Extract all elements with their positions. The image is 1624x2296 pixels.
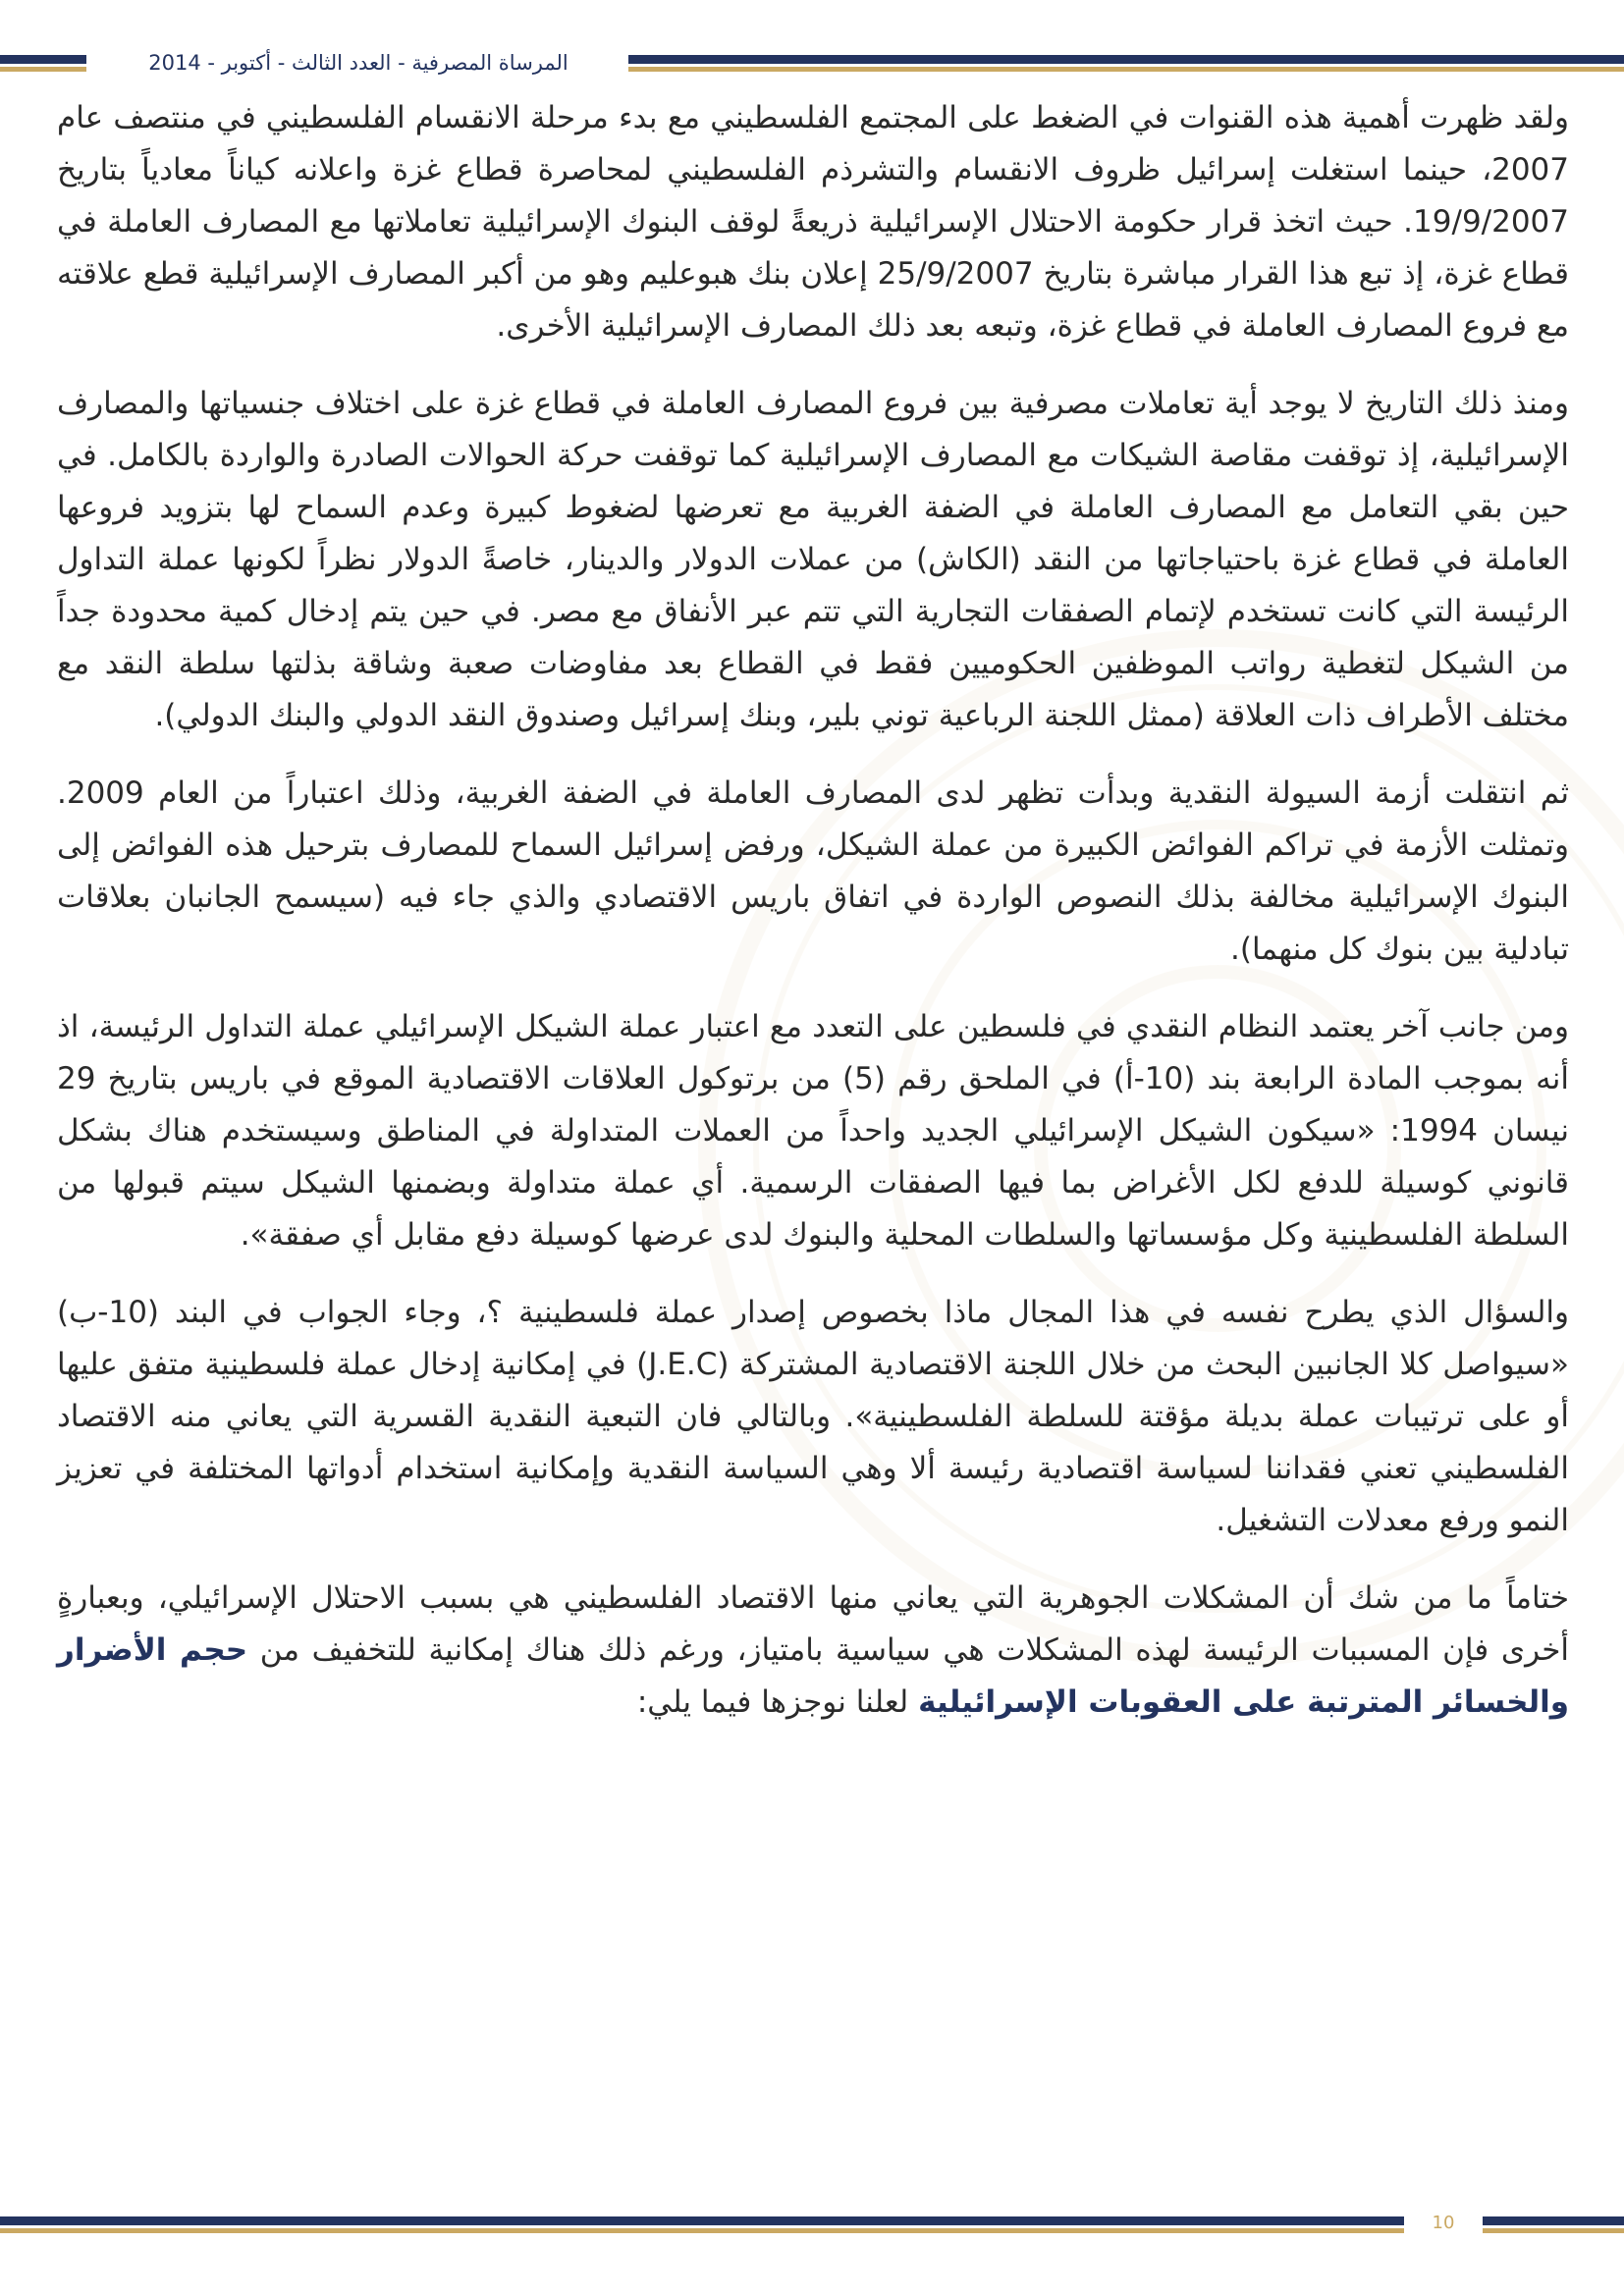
page-header [0,43,1624,82]
paragraph-4: ومن جانب آخر يعتمد النظام النقدي في فلسطين على التعدد مع اعتبار عملة الشيكل الإسرائيلي عملة التداول الرئيسة، اذ أنه بموجب المادة الرابعة بند (10-أ) في الملحق رقم (5) من برتوكول العلاقات الاقتصادية الموقع في باريس بتاريخ 29 نيسان 1994: «سيكون الشيكل الإسرائيلي الجديد واحداً من العملات المتداولة في المناطق وسيستخدم هناك بشكل قانوني كوسيلة للدفع لكل الأغراض بما فيها الصفقات الرسمية. أي عملة متداولة وبضمنها الشيكل سيتم قبولها من السلطة الفلسطينية وكل مؤسساتها والسلطات المحلية والبنوك لدى عرضها كوسيلة دفع مقابل أي صفقة». [57,1009,1570,1253]
closing-text-end: لعلنا نوجزها فيما يلي: [636,1684,919,1720]
paragraph-5: والسؤال الذي يطرح نفسه في هذا المجال ماذا بخصوص إصدار عملة فلسطينية ؟، وجاء الجواب في البند (10-ب) «سيواصل كلا الجانبين البحث من خلال اللجنة الاقتصادية المشتركة (J.E.C) في إمكانية إدخال عملة فلسطينية متفق عليها أو على ترتيبات عملة بديلة مؤقتة للسلطة الفلسطينية». وبالتالي فان التبعية النقدية القسرية التي يعاني منه الاقتصاد الفلسطيني تعني فقداننا لسياسة اقتصادية رئيسة ألا وهي السياسة النقدية وإمكانية استخدام أدواتها المختلفة في تعزيز النمو ورفع معدلات التشغيل. [57,1295,1569,1538]
running-header-title: المرساة المصرفية - العدد الثالث - أكتوبر - 2014 [148,51,568,75]
paragraph-closing [57,1573,1569,1729]
closing-emphasis: حجم الأضرار والخسائر المترتبة على العقوبات الإسرائيلية [57,1632,1569,1720]
footer-rule-right [1483,2216,1624,2233]
paragraph-3: ثم انتقلت أزمة السيولة النقدية وبدأت تظهر لدى المصارف العاملة في الضفة الغربية، وذلك اعتباراً من العام 2009. وتمثلت الأزمة في تراكم الفوائض الكبيرة من عملة الشيكل، ورفض إسرائيل السماح للمصارف بترحيل هذه الفوائض إلى البنوك الإسرائيلية مخالفة بذلك النصوص الواردة في اتفاق باريس الاقتصادي والذي جاء فيه (سيسمح الجانبان بعلاقات تبادلية بين بنوك كل منهما). [57,775,1569,967]
page-number: 10 [1432,2213,1455,2233]
article-body [57,92,1569,1754]
header-rule-right [628,55,1624,72]
footer-rule-left [0,2216,1404,2233]
header-rule-left [0,55,86,72]
page-footer [0,2205,1624,2244]
closing-text-start: ختاماً ما من شك أن المشكلات الجوهرية التي يعاني منها الاقتصاد الفلسطيني هي بسبب الاحتلال الإسرائيلي، وبعبارةٍ أخرى فإن المسببات الرئيسة لهذه المشكلات هي سياسية بامتياز، ورغم ذلك هناك إمكانية للتخفيف من [57,1580,1569,1668]
paragraph-1: ولقد ظهرت أهمية هذه القنوات في الضغط على المجتمع الفلسطيني مع بدء مرحلة الانقسام الفلسطيني في منتصف عام 2007، حينما استغلت إسرائيل ظروف الانقسام والتشرذم الفلسطيني لمحاصرة قطاع غزة واعلانه كياناً معادياً بتاريخ 19/9/2007. حيث اتخذ قرار حكومة الاحتلال الإسرائيلية ذريعةً لوقف البنوك الإسرائيلية تعاملاتها مع المصارف العاملة في قطاع غزة، إذ تبع هذا القرار مباشرة بتاريخ 25/9/2007 إعلان بنك هبوعليم وهو من أكبر المصارف الإسرائيلية قطع علاقته مع فروع المصارف العاملة في قطاع غزة، وتبعه بعد ذلك المصارف الإسرائيلية الأخرى. [57,100,1569,344]
paragraph-2: ومنذ ذلك التاريخ لا يوجد أية تعاملات مصرفية بين فروع المصارف العاملة في قطاع غزة على اختلاف جنسياتها والمصارف الإسرائيلية، إذ توقفت مقاصة الشيكات مع المصارف الإسرائيلية كما توقفت حركة الحوالات الصادرة والواردة بالكامل. في حين بقي التعامل مع المصارف العاملة في الضفة الغربية مع تعرضها لضغوط كبيرة وعدم السماح لها بتزويد فروعها العاملة في قطاع غزة باحتياجاتها من النقد (الكاش) من عملات الدولار والدينار، خاصةً الدولار نظراً لكونها عملة التداول الرئيسة التي كانت تستخدم لإتمام الصفقات التجارية التي تتم عبر الأنفاق مع مصر. في حين يتم إدخال كمية محدودة جداً من الشيكل لتغطية رواتب الموظفين الحكوميين فقط في القطاع بعد مفاوضات صعبة وشاقة بذلتها سلطة النقد مع مختلف الأطراف ذات العلاقة (ممثل اللجنة الرباعية توني بلير، وبنك إسرائيل وصندوق النقد الدولي والبنك الدولي). [57,386,1569,733]
